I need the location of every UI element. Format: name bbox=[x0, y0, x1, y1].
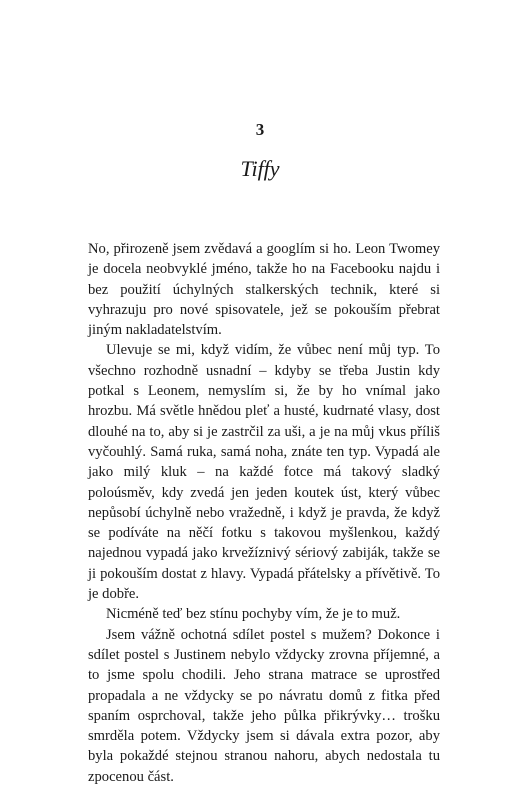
chapter-title: Tiffy bbox=[240, 156, 280, 181]
paragraph: Ulevuje se mi, když vidím, že vůbec není můj typ. To všechno rozhodně usnadní – kdyby se třeba Justin kdy potkal s Leonem, nemyslím si, že by ho vnímal jako hrozbu. Má světle hnědou pleť a husté, kudrnaté vlasy, dost dlouhé na to, aby si je zastrčil za uši, a je na můj vkus příliš vyčouhlý. Samá ruka, samá noha, znáte ten typ. Vypadá ale jako milý kluk – na každé fotce má takový sladký poloúsměv, kdy zvedá jen jeden koutek úst, který vůbec nepůsobí úchylně nebo vražedně, i když je pravda, že když se podíváte na něčí fotku s takovou myšlenkou, každý najednou vypadá jako krvežíznivý sériový zabiják, takže se ji pokouším dostat z hlavy. Vypadá přátelsky a přívětivě. To je dobře. bbox=[88, 342, 440, 603]
paragraph: Nicméně teď bez stínu pochyby vím, že je to muž. bbox=[106, 606, 401, 623]
body-text bbox=[88, 239, 440, 787]
chapter-number: 3 bbox=[255, 120, 265, 139]
paragraph: No, přirozeně jsem zvědavá a googlím si ho. Leon Twomey je docela neobvyklé jméno, takže ho na Facebooku najdu i bez použití úchylných stalkerských technik, které si vyhrazuju pro nové spisovatele, jež se pokouším přebrat jiným nakladatelstvím. bbox=[88, 241, 440, 339]
paragraph: Jsem vážně ochotná sdílet postel s mužem? Dokonce i sdílet postel s Justinem nebylo vždycky zrovna příjemné, a to jsme spolu chodili. Jeho strana matrace se uprostřed propadala a ne vždycky se po návratu domů z fitka před spaním osprchoval, takže jeho půlka přikrývky… trošku smrděla potem. Vždycky jsem si dávala extra pozor, aby byla pokaždé stejnou stranou nahoru, abych nedostala tu zpocenou část. bbox=[88, 626, 440, 785]
